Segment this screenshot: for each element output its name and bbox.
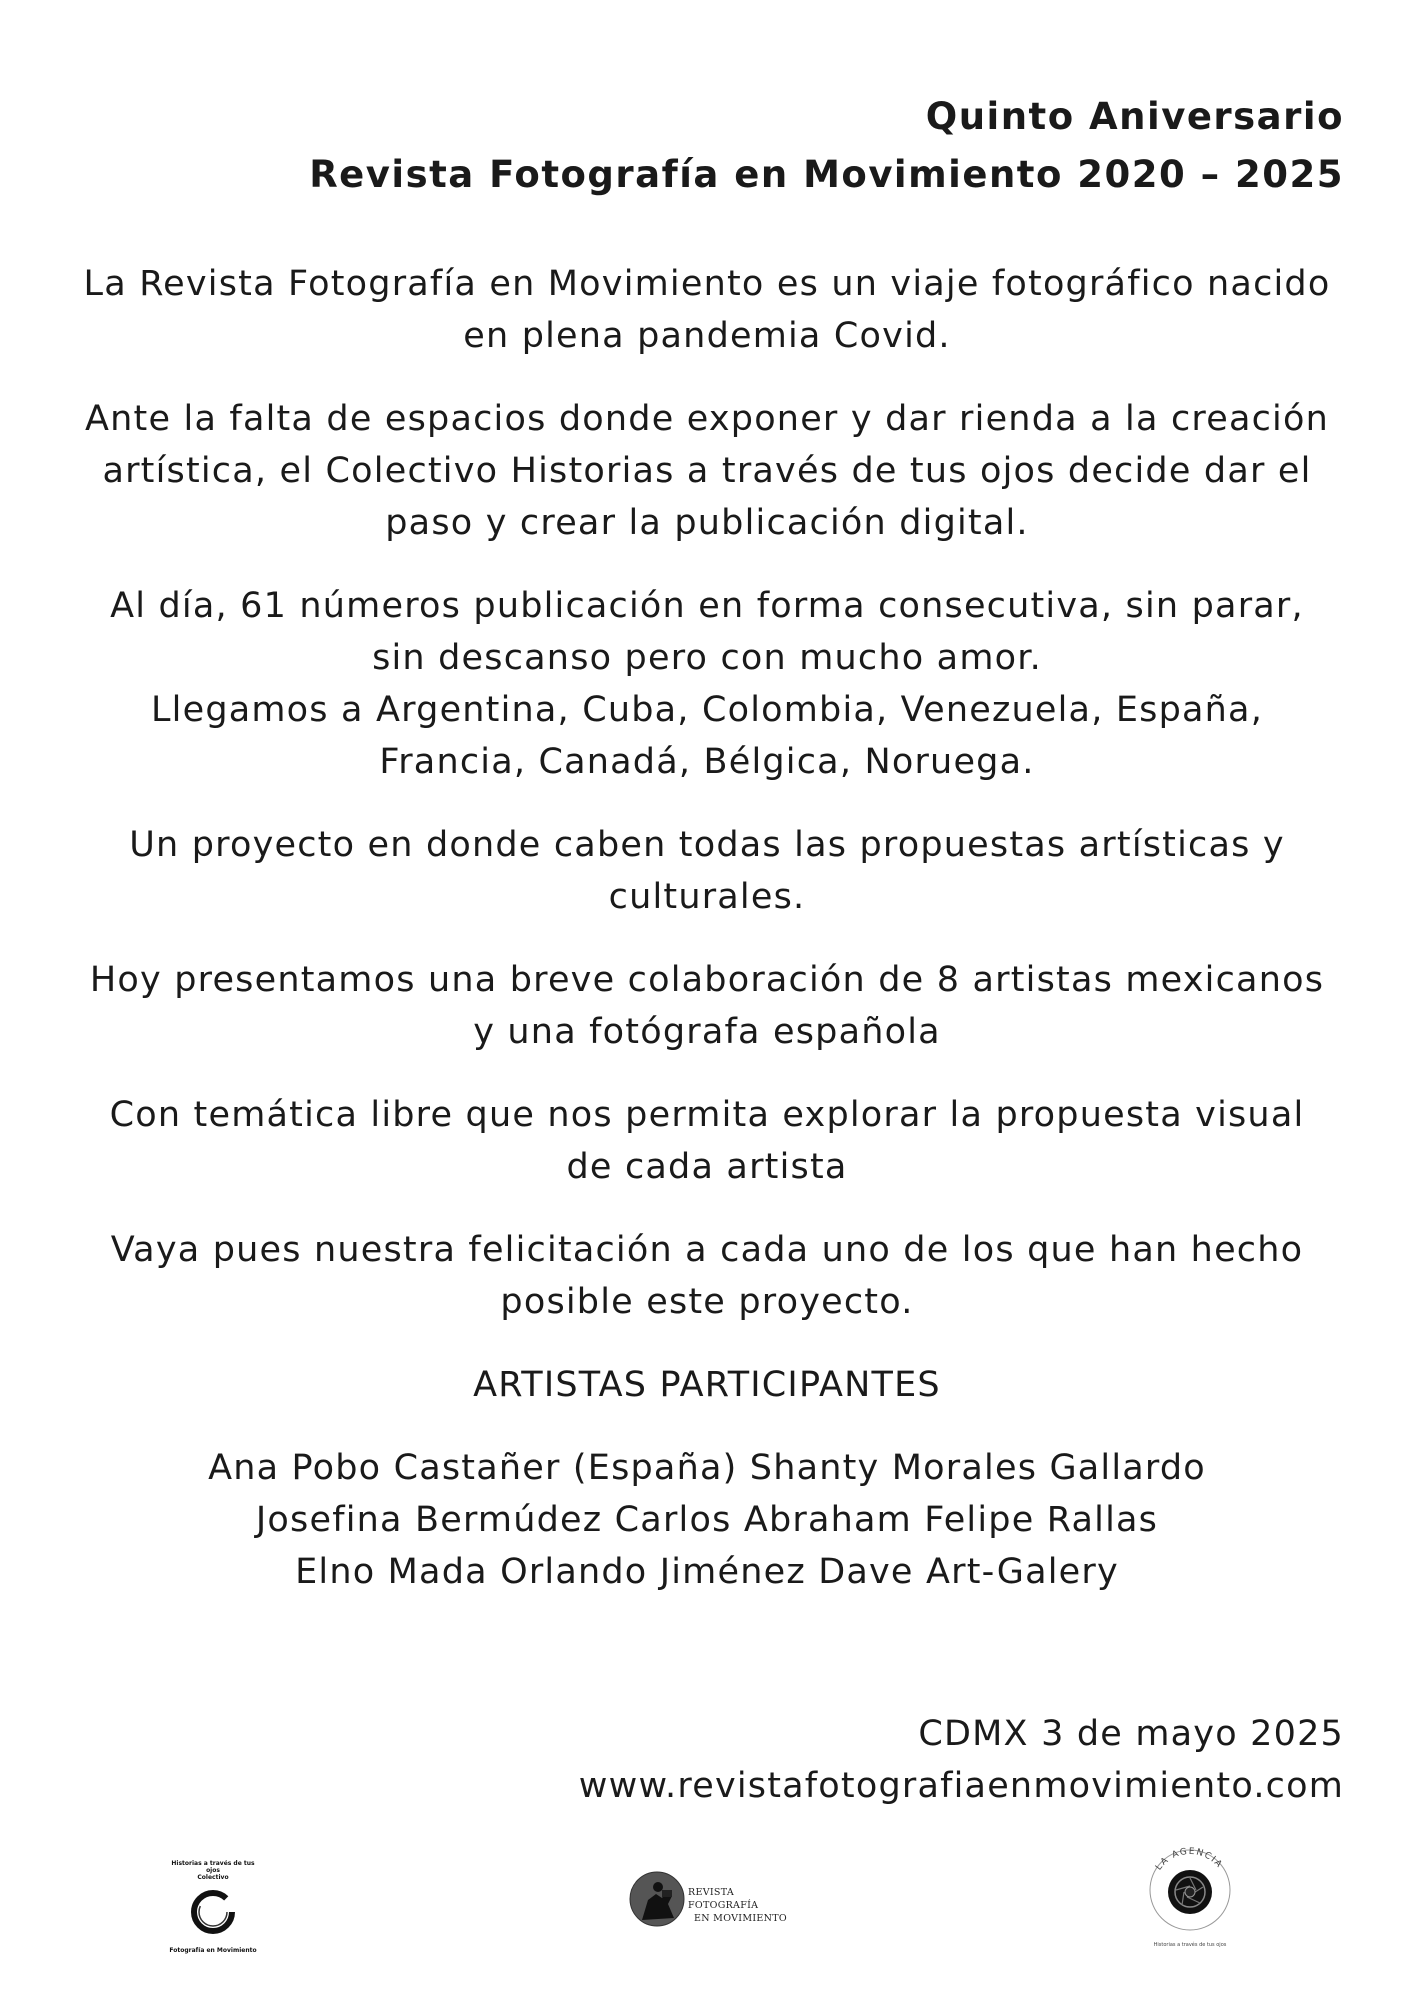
artists-list [60,1442,1354,1598]
paragraph-4: Un proyecto en donde caben todas las propuestas artísticas y culturales. [129,825,1285,917]
paragraph-6: Con temática libre que nos permita explorar la propuesta visual de cada artista [109,1095,1305,1187]
camera-aperture-icon [1140,1840,1240,1940]
footer-date: CDMX 3 de mayo 2025 [918,1714,1344,1754]
la-agencia-logo [1140,1840,1240,1952]
colectivo-logo-bottom-text: Fotografía en Movimiento [169,1947,257,1954]
enso-circle-icon [168,1881,258,1943]
paragraph-2: Ante la falta de espacios donde exponer y dar rienda a la creación artística, el Colectivo Historias a través de tus ojos decide dar el paso y crear la publicación digital. [85,399,1329,543]
svg-text:LA AGENCIA: LA AGENCIA [1153,1846,1225,1873]
paragraph-7: Vaya pues nuestra felicitación a cada uno de los que han hecho posible este proyecto. [110,1230,1304,1322]
artists-heading: ARTISTAS PARTICIPANTES [473,1365,941,1405]
artists-line: Ana Pobo Castañer (España) Shanty Morales Gallardo [208,1448,1206,1488]
artists-line: Elno Mada Orlando Jiménez Dave Art-Galery [295,1552,1119,1592]
footer [579,1708,1344,1812]
header-title: Quinto Aniversario [925,95,1344,138]
colectivo-logo-top-text: Historias a través de tus ojos [171,1860,255,1874]
colectivo-logo [168,1860,258,1955]
footer-url: www.revistafotografiaenmovimiento.com [578,1766,1344,1806]
body-text [60,258,1354,1598]
header [309,88,1344,204]
header-subtitle: Revista Fotografía en Movimiento 2020 – 2025 [309,153,1344,196]
paragraph-3: Al día, 61 números publicación en forma consecutiva, sin parar, sin descanso pero con mucho amor. Llegamos a Argentina, Cuba, Colombia, Venezuela, España, Francia, Canadá, Bélgica, Noruega. [110,586,1304,782]
artists-line: Josefina Bermúdez Carlos Abraham Felipe Rallas [255,1500,1159,1540]
revista-logo [628,1868,798,1930]
paragraph-5: Hoy presentamos una breve colaboración de 8 artistas mexicanos y una fotógrafa española [89,960,1325,1052]
la-agencia-logo-bottom-text: Historias a través de tus ojos [1153,1942,1227,1948]
photographer-icon [628,1870,686,1928]
paragraph-1: La Revista Fotografía en Movimiento es un viaje fotográfico nacido en plena pandemia Covid. [83,264,1331,356]
revista-logo-text: REVISTA FOTOGRAFÍA EN MOVIMIENTO [688,1887,787,1924]
colectivo-logo-sub-text: Colectivo [197,1874,229,1881]
